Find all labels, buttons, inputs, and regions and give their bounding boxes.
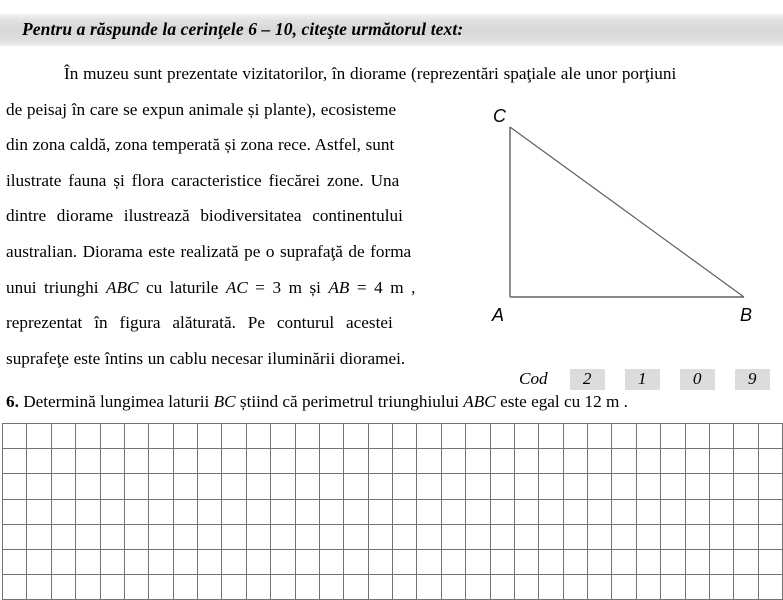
answer-grid-cell[interactable] [246, 575, 270, 600]
answer-grid-cell[interactable] [124, 549, 148, 574]
answer-grid-cell[interactable] [563, 449, 587, 474]
answer-grid-cell[interactable] [514, 524, 538, 549]
answer-grid-cell[interactable] [490, 549, 514, 574]
math-triangle-abc: ABC [105, 277, 139, 297]
answer-grid-cell[interactable] [466, 524, 490, 549]
answer-grid-cell[interactable] [661, 549, 685, 574]
answer-grid-cell[interactable] [417, 575, 441, 600]
answer-grid-cell[interactable] [100, 449, 124, 474]
answer-grid-cell[interactable] [685, 549, 709, 574]
answer-grid-cell[interactable] [539, 499, 563, 524]
answer-grid-cell[interactable] [246, 474, 270, 499]
answer-grid-cell[interactable] [588, 524, 612, 549]
triangle-vertex-label-a: A [492, 305, 505, 325]
question-number: 6. [6, 392, 19, 411]
passage-line-4: ilustrate fauna și flora caracteristice fiecărei zone. Una [6, 170, 400, 190]
answer-grid-cell[interactable] [685, 449, 709, 474]
answer-grid-cell[interactable] [27, 499, 51, 524]
scoring-code-box-9[interactable]: 9 [735, 369, 770, 390]
answer-grid-cell[interactable] [319, 449, 343, 474]
answer-grid-cell[interactable] [319, 474, 343, 499]
answer-grid-cell[interactable] [466, 499, 490, 524]
answer-grid-cell[interactable] [466, 449, 490, 474]
answer-grid-cell[interactable] [368, 524, 392, 549]
answer-grid-cell[interactable] [51, 474, 75, 499]
answer-grid-cell[interactable] [149, 474, 173, 499]
answer-grid-cell[interactable] [124, 424, 148, 449]
answer-grid-cell[interactable] [588, 424, 612, 449]
answer-grid-cell[interactable] [661, 499, 685, 524]
triangle-hypotenuse-cb [510, 127, 744, 297]
answer-grid-cell[interactable] [563, 499, 587, 524]
math-line-conj: și [301, 277, 329, 297]
answer-grid-cell[interactable] [661, 424, 685, 449]
scoring-code-box-2[interactable]: 2 [570, 369, 605, 390]
answer-grid-cell[interactable] [295, 499, 319, 524]
question-text-middle: știind că perimetrul triunghiului [235, 392, 464, 411]
answer-grid-cell[interactable] [344, 524, 368, 549]
answer-grid-cell[interactable] [51, 524, 75, 549]
answer-grid-cell[interactable] [173, 499, 197, 524]
answer-grid-cell[interactable] [3, 524, 27, 549]
triangle-vertex-label-b: B [740, 305, 753, 325]
answer-grid-cell[interactable] [441, 424, 465, 449]
math-line-prefix: unui triunghi [6, 277, 106, 297]
passage-line-9: suprafeţe este întins un cablu necesar iluminării dioramei. [6, 348, 406, 368]
answer-grid-cell[interactable] [319, 575, 343, 600]
answer-grid-cell[interactable] [393, 449, 417, 474]
answer-grid-cell[interactable] [490, 449, 514, 474]
answer-grid-cell[interactable] [51, 499, 75, 524]
answer-grid-cell[interactable] [295, 474, 319, 499]
answer-grid-cell[interactable] [319, 424, 343, 449]
answer-grid-cell[interactable] [685, 499, 709, 524]
answer-grid-cell[interactable] [539, 474, 563, 499]
answer-grid-cell[interactable] [319, 499, 343, 524]
answer-grid-cell[interactable] [51, 424, 75, 449]
answer-grid-row [3, 575, 783, 600]
answer-grid-cell[interactable] [393, 524, 417, 549]
instruction-banner-text: Pentru a răspunde la cerinţele 6 – 10, citeşte următorul text: [22, 19, 464, 39]
answer-grid-cell[interactable] [100, 524, 124, 549]
answer-grid-row [3, 449, 783, 474]
answer-grid-cell[interactable] [271, 524, 295, 549]
answer-grid-cell[interactable] [539, 449, 563, 474]
answer-grid-cell[interactable] [271, 499, 295, 524]
answer-grid-cell[interactable] [490, 424, 514, 449]
instruction-banner [0, 14, 783, 46]
answer-grid-cell[interactable] [27, 474, 51, 499]
answer-grid-cell[interactable] [3, 424, 27, 449]
answer-grid-cell[interactable] [734, 499, 758, 524]
answer-grid-body [3, 424, 783, 600]
answer-grid-cell[interactable] [393, 424, 417, 449]
question-triangle-abc: ABC [463, 392, 496, 411]
answer-grid-cell[interactable] [417, 524, 441, 549]
answer-grid-cell[interactable] [514, 474, 538, 499]
answer-grid-cell[interactable] [198, 524, 222, 549]
answer-grid-cell[interactable] [295, 424, 319, 449]
answer-grid-cell[interactable] [709, 499, 733, 524]
answer-grid-cell[interactable] [490, 575, 514, 600]
answer-grid-cell[interactable] [3, 449, 27, 474]
answer-grid-cell[interactable] [588, 474, 612, 499]
answer-grid-cell[interactable] [563, 474, 587, 499]
answer-grid-cell[interactable] [149, 499, 173, 524]
answer-grid-cell[interactable] [514, 549, 538, 574]
math-side-ac-value: = 3 m [247, 277, 302, 297]
answer-grid-cell[interactable] [51, 549, 75, 574]
answer-grid-cell[interactable] [539, 524, 563, 549]
answer-grid-cell[interactable] [563, 524, 587, 549]
answer-grid-cell[interactable] [685, 474, 709, 499]
answer-grid-cell[interactable] [490, 499, 514, 524]
answer-grid-cell[interactable] [612, 549, 636, 574]
answer-grid-cell[interactable] [417, 449, 441, 474]
answer-grid-cell[interactable] [539, 575, 563, 600]
answer-grid-cell[interactable] [173, 424, 197, 449]
answer-grid-cell[interactable] [466, 474, 490, 499]
answer-grid-cell[interactable] [612, 474, 636, 499]
answer-grid-cell[interactable] [295, 575, 319, 600]
answer-grid-cell[interactable] [709, 424, 733, 449]
answer-grid-cell[interactable] [758, 549, 782, 574]
answer-grid-cell[interactable] [368, 575, 392, 600]
question-text-before: Determină lungimea laturii [18, 392, 214, 411]
answer-grid-cell[interactable] [514, 575, 538, 600]
answer-grid-cell[interactable] [758, 449, 782, 474]
answer-grid-cell[interactable] [124, 499, 148, 524]
passage-line-1: În muzeu sunt prezentate vizitatorilor, în diorame (reprezentări spaţiale ale unor porţiuni [64, 64, 677, 83]
answer-grid-cell[interactable] [368, 449, 392, 474]
answer-grid-cell[interactable] [514, 424, 538, 449]
scoring-code-box-1[interactable]: 1 [625, 369, 660, 390]
answer-grid-cell[interactable] [198, 424, 222, 449]
answer-grid-cell[interactable] [636, 524, 660, 549]
answer-grid-cell[interactable] [441, 499, 465, 524]
answer-grid-cell[interactable] [100, 549, 124, 574]
answer-grid-cell[interactable] [417, 424, 441, 449]
answer-grid-cell[interactable] [588, 499, 612, 524]
answer-grid-cell[interactable] [344, 499, 368, 524]
answer-grid-cell[interactable] [368, 499, 392, 524]
answer-grid-cell[interactable] [76, 474, 100, 499]
answer-grid-cell[interactable] [709, 549, 733, 574]
answer-grid-cell[interactable] [295, 449, 319, 474]
triangle-figure [480, 100, 776, 330]
answer-grid-cell[interactable] [295, 549, 319, 574]
answer-grid-cell[interactable] [100, 499, 124, 524]
answer-grid-cell[interactable] [344, 549, 368, 574]
answer-grid-cell[interactable] [76, 499, 100, 524]
answer-grid-cell[interactable] [271, 449, 295, 474]
answer-grid-cell[interactable] [27, 424, 51, 449]
answer-grid-row [3, 524, 783, 549]
answer-grid-cell[interactable] [417, 549, 441, 574]
passage-line-8: reprezentat în figura alăturată. Pe conturul acestei [6, 313, 393, 333]
question-6 [6, 392, 781, 412]
answer-grid-cell[interactable] [636, 575, 660, 600]
answer-grid-cell[interactable] [149, 424, 173, 449]
math-side-ab-value: = 4 m [349, 277, 404, 297]
answer-grid-cell[interactable] [246, 524, 270, 549]
answer-grid-cell[interactable] [3, 474, 27, 499]
answer-grid-cell[interactable] [51, 449, 75, 474]
math-side-ac: AC [225, 277, 248, 297]
answer-grid-cell[interactable] [222, 474, 246, 499]
math-line-suffix: , [403, 277, 416, 297]
answer-grid-cell[interactable] [319, 549, 343, 574]
answer-grid-cell[interactable] [588, 449, 612, 474]
answer-grid-cell[interactable] [441, 449, 465, 474]
answer-grid-cell[interactable] [441, 524, 465, 549]
answer-grid-cell[interactable] [685, 424, 709, 449]
answer-grid-cell[interactable] [393, 575, 417, 600]
answer-grid-cell[interactable] [636, 499, 660, 524]
answer-grid[interactable] [2, 423, 783, 600]
answer-grid-cell[interactable] [124, 575, 148, 600]
question-side-bc: BC [213, 392, 236, 411]
answer-grid-cell[interactable] [100, 424, 124, 449]
answer-grid-cell[interactable] [246, 549, 270, 574]
answer-grid-cell[interactable] [612, 424, 636, 449]
answer-grid-cell[interactable] [417, 499, 441, 524]
answer-grid-cell[interactable] [271, 474, 295, 499]
answer-grid-cell[interactable] [222, 499, 246, 524]
answer-grid-row [3, 424, 783, 449]
answer-grid-cell[interactable] [612, 524, 636, 549]
answer-grid-cell[interactable] [393, 499, 417, 524]
answer-grid-cell[interactable] [198, 449, 222, 474]
answer-grid-cell[interactable] [709, 449, 733, 474]
answer-grid-cell[interactable] [76, 449, 100, 474]
answer-grid-cell[interactable] [149, 575, 173, 600]
answer-grid-cell[interactable] [100, 474, 124, 499]
answer-grid-cell[interactable] [563, 424, 587, 449]
answer-grid-row [3, 474, 783, 499]
answer-grid-cell[interactable] [344, 449, 368, 474]
answer-grid-cell[interactable] [636, 449, 660, 474]
answer-grid-cell[interactable] [295, 524, 319, 549]
answer-grid-cell[interactable] [441, 474, 465, 499]
passage-line-5: dintre diorame ilustrează biodiversitatea continentului [6, 206, 403, 226]
answer-grid-cell[interactable] [466, 575, 490, 600]
answer-grid-cell[interactable] [3, 549, 27, 574]
answer-grid-cell[interactable] [636, 424, 660, 449]
passage-line-2: de peisaj în care se expun animale și plante), ecosisteme [6, 99, 397, 119]
answer-grid-cell[interactable] [222, 424, 246, 449]
answer-grid-cell[interactable] [173, 524, 197, 549]
answer-grid-cell[interactable] [734, 449, 758, 474]
answer-grid-cell[interactable] [588, 549, 612, 574]
answer-grid-cell[interactable] [563, 549, 587, 574]
answer-grid-cell[interactable] [149, 524, 173, 549]
answer-grid-cell[interactable] [124, 524, 148, 549]
answer-grid-cell[interactable] [149, 549, 173, 574]
answer-grid-cell[interactable] [222, 575, 246, 600]
answer-grid-cell[interactable] [612, 449, 636, 474]
scoring-code-label: Cod [519, 369, 548, 388]
answer-grid-cell[interactable] [27, 524, 51, 549]
answer-grid-cell[interactable] [368, 424, 392, 449]
answer-grid-cell[interactable] [149, 449, 173, 474]
answer-grid-cell[interactable] [539, 549, 563, 574]
answer-grid-cell[interactable] [222, 549, 246, 574]
answer-grid-cell[interactable] [636, 474, 660, 499]
answer-grid-cell[interactable] [466, 424, 490, 449]
answer-grid-cell[interactable] [758, 524, 782, 549]
answer-grid-cell[interactable] [319, 524, 343, 549]
math-line-middle: cu laturile [138, 277, 226, 297]
answer-grid-cell[interactable] [368, 474, 392, 499]
answer-grid-cell[interactable] [758, 575, 782, 600]
answer-grid-cell[interactable] [27, 575, 51, 600]
answer-grid-cell[interactable] [661, 449, 685, 474]
answer-grid-cell[interactable] [636, 549, 660, 574]
answer-grid-cell[interactable] [490, 524, 514, 549]
answer-grid-cell[interactable] [3, 575, 27, 600]
answer-grid-cell[interactable] [588, 575, 612, 600]
answer-grid-cell[interactable] [417, 474, 441, 499]
answer-grid-cell[interactable] [734, 474, 758, 499]
triangle-vertex-label-c: C [493, 106, 506, 126]
answer-grid-cell[interactable] [758, 424, 782, 449]
answer-grid-cell[interactable] [100, 575, 124, 600]
answer-grid-cell[interactable] [441, 575, 465, 600]
answer-grid-cell[interactable] [124, 449, 148, 474]
answer-grid-cell[interactable] [734, 424, 758, 449]
answer-grid-cell[interactable] [173, 549, 197, 574]
answer-grid-row [3, 499, 783, 524]
answer-grid-cell[interactable] [173, 474, 197, 499]
answer-grid-cell[interactable] [758, 499, 782, 524]
passage-line-3: din zona caldă, zona temperată și zona rece. Astfel, sunt [6, 135, 395, 155]
answer-grid-cell[interactable] [271, 549, 295, 574]
answer-grid-cell[interactable] [27, 449, 51, 474]
answer-grid-cell[interactable] [734, 524, 758, 549]
answer-grid-cell[interactable] [709, 474, 733, 499]
answer-grid-cell[interactable] [514, 499, 538, 524]
answer-grid-cell[interactable] [246, 449, 270, 474]
answer-grid-cell[interactable] [27, 549, 51, 574]
answer-grid-cell[interactable] [734, 575, 758, 600]
answer-grid-cell[interactable] [222, 449, 246, 474]
answer-grid-cell[interactable] [222, 524, 246, 549]
answer-grid-cell[interactable] [76, 424, 100, 449]
scoring-code-row [519, 368, 770, 390]
math-side-ab: AB [328, 277, 350, 297]
answer-grid-cell[interactable] [466, 549, 490, 574]
answer-grid-cell[interactable] [393, 549, 417, 574]
answer-grid-cell[interactable] [612, 575, 636, 600]
answer-grid-row [3, 549, 783, 574]
answer-grid-cell[interactable] [758, 474, 782, 499]
answer-grid-cell[interactable] [3, 499, 27, 524]
passage-line-6: australian. Diorama este realizată pe o suprafaţă de forma [6, 241, 412, 261]
answer-grid-cell[interactable] [198, 549, 222, 574]
question-text-after: este egal cu 12 m . [495, 392, 628, 411]
answer-grid-cell[interactable] [246, 424, 270, 449]
answer-grid-cell[interactable] [661, 524, 685, 549]
answer-grid-cell[interactable] [173, 449, 197, 474]
scoring-code-box-0[interactable]: 0 [680, 369, 715, 390]
answer-grid-cell[interactable] [709, 575, 733, 600]
answer-grid-cell[interactable] [539, 424, 563, 449]
answer-grid-cell[interactable] [344, 474, 368, 499]
answer-grid-cell[interactable] [51, 575, 75, 600]
answer-grid-cell[interactable] [344, 575, 368, 600]
answer-grid-cell[interactable] [514, 449, 538, 474]
answer-grid-cell[interactable] [661, 575, 685, 600]
answer-grid-cell[interactable] [271, 575, 295, 600]
answer-grid-cell[interactable] [246, 499, 270, 524]
answer-grid-cell[interactable] [124, 474, 148, 499]
triangle-diagram-svg [480, 100, 776, 330]
answer-grid-cell[interactable] [393, 474, 417, 499]
answer-grid-cell[interactable] [344, 424, 368, 449]
answer-grid-cell[interactable] [563, 575, 587, 600]
answer-grid-cell[interactable] [198, 575, 222, 600]
answer-grid-cell[interactable] [76, 575, 100, 600]
answer-grid-cell[interactable] [76, 524, 100, 549]
answer-grid-cell[interactable] [685, 524, 709, 549]
answer-grid-cell[interactable] [734, 549, 758, 574]
answer-grid-cell[interactable] [490, 474, 514, 499]
answer-grid-cell[interactable] [198, 499, 222, 524]
answer-grid-cell[interactable] [441, 549, 465, 574]
answer-grid-cell[interactable] [612, 499, 636, 524]
answer-grid-cell[interactable] [685, 575, 709, 600]
answer-grid-cell[interactable] [271, 424, 295, 449]
answer-grid-cell[interactable] [76, 549, 100, 574]
answer-grid-cell[interactable] [198, 474, 222, 499]
answer-grid-cell[interactable] [709, 524, 733, 549]
answer-grid-cell[interactable] [661, 474, 685, 499]
answer-grid-cell[interactable] [368, 549, 392, 574]
answer-grid-cell[interactable] [173, 575, 197, 600]
